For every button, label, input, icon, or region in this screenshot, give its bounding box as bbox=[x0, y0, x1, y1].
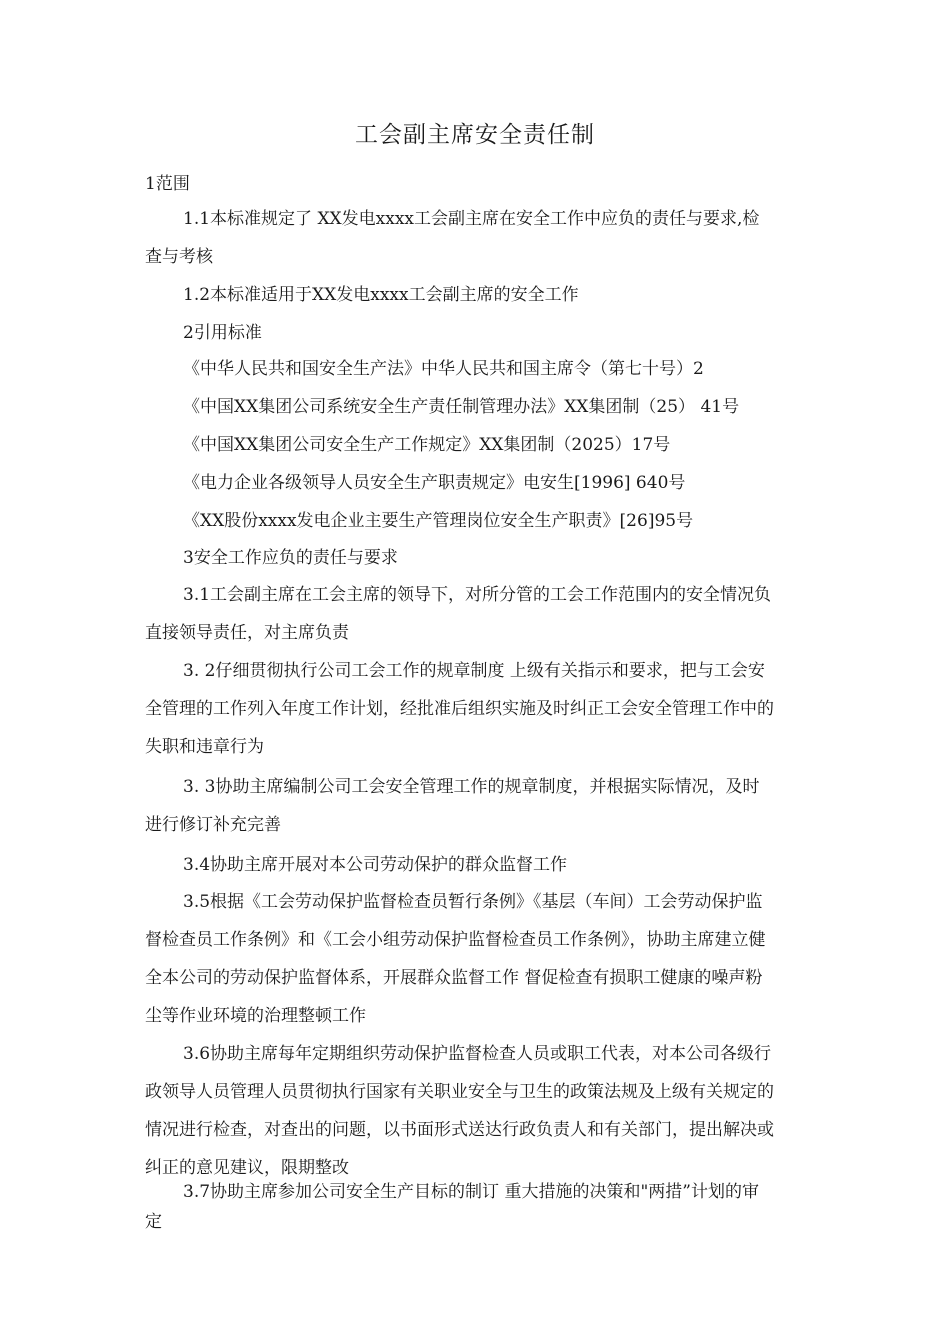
paragraph-3-4 bbox=[145, 846, 815, 884]
paragraph-3-1 bbox=[145, 576, 815, 652]
paragraph-line: 纠正的意见建议，限期整改 bbox=[145, 1158, 349, 1178]
reference-list bbox=[145, 350, 815, 540]
paragraph-line: 3. 2仔细贯彻执行公司工会工作的规章制度 上级有关指示和要求，把与工会安 bbox=[183, 661, 765, 681]
paragraph-line: 定 bbox=[145, 1212, 162, 1232]
reference-item: 《XX股份xxxx发电企业主要生产管理岗位安全生产职责》[26]95号 bbox=[183, 511, 694, 531]
reference-item: 《中国XX集团公司系统安全生产责任制管理办法》XX集团制（25） 41号 bbox=[183, 397, 740, 417]
reference-item: 《中华人民共和国安全生产法》中华人民共和国主席令（第七十号）2 bbox=[183, 359, 704, 379]
paragraph-line: 3.6协助主席每年定期组织劳动保护监督检查人员或职工代表，对本公司各级行 bbox=[183, 1044, 772, 1064]
heading-text: 1范围 bbox=[145, 174, 190, 194]
paragraph-1-2 bbox=[145, 276, 815, 314]
reference-item: 《电力企业各级领导人员安全生产职责规定》电安生[1996] 640号 bbox=[183, 473, 686, 493]
paragraph-line: 3.1工会副主席在工会主席的领导下，对所分管的工会工作范围内的安全情况负 bbox=[183, 585, 772, 605]
paragraph-line: 3.4协助主席开展对本公司劳动保护的群众监督工作 bbox=[183, 855, 568, 875]
paragraph-line: 督检查员工作条例》和《工会小组劳动保护监督检查员工作条例》，协助主席建立健 bbox=[145, 930, 766, 950]
section-3-heading bbox=[145, 539, 815, 577]
paragraph-line: 全管理的工作列入年度工作计划，经批准后组织实施及时纠正工会安全管理工作中的 bbox=[145, 699, 774, 719]
section-1-heading bbox=[145, 165, 815, 203]
document-title: 工会副主席安全责任制 bbox=[355, 122, 595, 148]
paragraph-3-7 bbox=[145, 1177, 815, 1237]
heading-text: 2引用标准 bbox=[183, 323, 262, 343]
heading-text: 3安全工作应负的责任与要求 bbox=[183, 548, 398, 568]
paragraph-line: 1.1本标准规定了 XX发电xxxx工会副主席在安全工作中应负的责任与要求,检 bbox=[183, 209, 760, 229]
paragraph-line: 3.7协助主席参加公司安全生产目标的制订 重大措施的决策和"两措”计划的审 bbox=[183, 1182, 759, 1202]
paragraph-line: 进行修订补充完善 bbox=[145, 815, 281, 835]
paragraph-line: 直接领导责任，对主席负责 bbox=[145, 623, 349, 643]
paragraph-line: 3.5根据《工会劳动保护监督检查员暂行条例》《基层（车间）工会劳动保护监 bbox=[183, 892, 763, 912]
section-2-heading bbox=[145, 314, 815, 352]
paragraph-line: 查与考核 bbox=[145, 247, 213, 267]
reference-item: 《中国XX集团公司安全生产工作规定》XX集团制（2025）17号 bbox=[183, 435, 671, 455]
paragraph-1-1 bbox=[145, 200, 815, 276]
paragraph-line: 全本公司的劳动保护监督体系，开展群众监督工作 督促检查有损职工健康的噪声粉 bbox=[145, 968, 763, 988]
paragraph-3-3 bbox=[145, 768, 815, 844]
paragraph-3-5 bbox=[145, 883, 815, 1035]
paragraph-3-2 bbox=[145, 652, 815, 766]
paragraph-line: 失职和违章行为 bbox=[145, 737, 264, 757]
paragraph-line: 政领导人员管理人员贯彻执行国家有关职业安全与卫生的政策法规及上级有关规定的 bbox=[145, 1082, 774, 1102]
paragraph-line: 1.2本标准适用于XX发电xxxx工会副主席的安全工作 bbox=[183, 285, 579, 305]
paragraph-line: 3. 3协助主席编制公司工会安全管理工作的规章制度，并根据实际情况，及时 bbox=[183, 777, 760, 797]
paragraph-3-6 bbox=[145, 1035, 815, 1187]
paragraph-line: 情况进行检查，对查出的问题，以书面形式送达行政负责人和有关部门，提出解决或 bbox=[145, 1120, 774, 1140]
paragraph-line: 尘等作业环境的治理整顿工作 bbox=[145, 1006, 366, 1026]
